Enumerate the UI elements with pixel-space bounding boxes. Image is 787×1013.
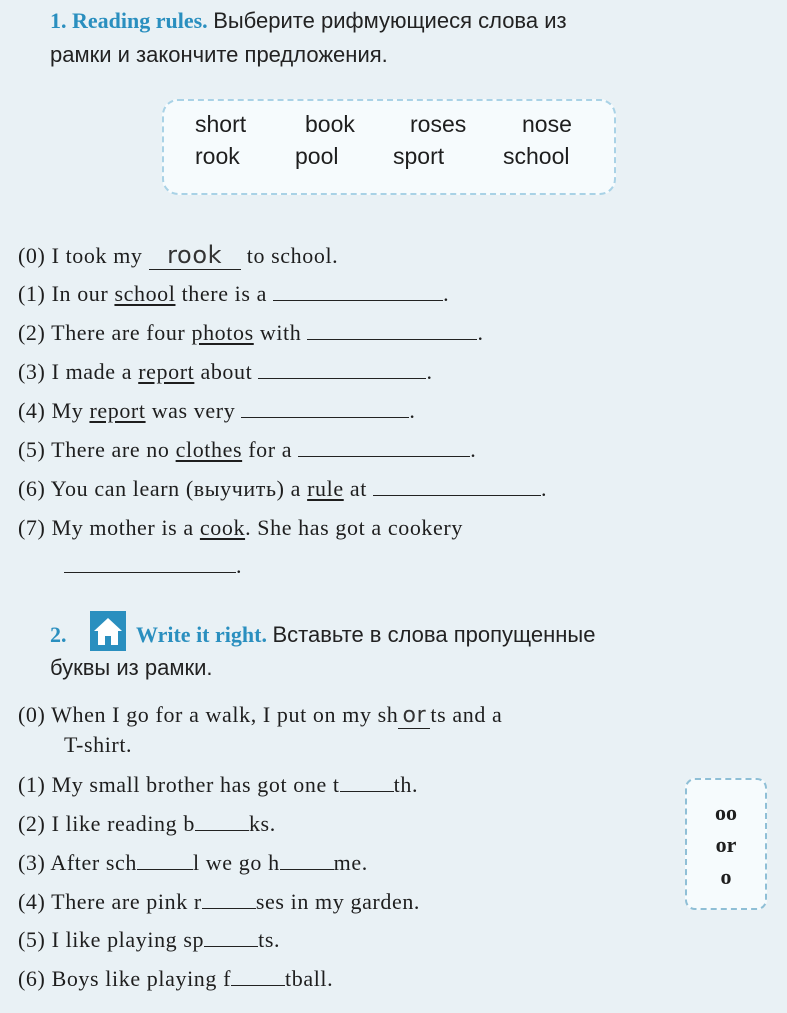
sentence-text: to school. [246, 243, 339, 268]
period: . [409, 398, 416, 423]
letter-option: o [720, 864, 732, 889]
sentence-text: I made a [51, 359, 133, 384]
sentence-text: was very [151, 398, 236, 423]
answer-field[interactable] [298, 438, 470, 457]
sentence-text: There are four [51, 320, 186, 345]
sentence-text: at [349, 476, 367, 501]
ex1-sentence-6 [18, 476, 547, 502]
sentence-number: (6) [18, 966, 46, 991]
sentence-text: In our [51, 281, 109, 306]
sentence-text: ses in my garden. [255, 889, 421, 914]
sentence-text: There are no [51, 437, 170, 462]
exercise-2-title-row [136, 620, 595, 650]
answer-field[interactable]: or [398, 703, 430, 729]
ex2-sentence-5 [18, 927, 280, 953]
exercise-2-heading [50, 620, 67, 650]
sentence-text: there is a [181, 281, 267, 306]
sentence-number: (5) [18, 927, 46, 952]
answer-field[interactable] [273, 282, 443, 301]
period: . [236, 553, 243, 578]
sentence-number: (1) [18, 281, 46, 306]
ex1-sentence-5 [18, 437, 476, 463]
answer-field[interactable] [307, 321, 477, 340]
sentence-text: th. [393, 772, 419, 797]
ex1-sentence-1 [18, 281, 449, 307]
word-box-word: roses [410, 111, 467, 137]
word-box-word: pool [295, 143, 339, 169]
answer-field[interactable] [280, 851, 334, 870]
sentence-number: (4) [18, 398, 46, 423]
sentence-text: My mother is a [51, 515, 194, 540]
sentence-text: When I go for a walk, I put on my sh [51, 702, 399, 727]
word-box [162, 99, 616, 195]
ex1-sentence-7 [18, 515, 463, 541]
underlined-word: photos [191, 320, 254, 345]
answer-field[interactable]: rook [149, 241, 241, 270]
sentence-number: (3) [18, 359, 46, 384]
exercise-2-number: 2. [50, 622, 67, 647]
sentence-number: (3) [18, 850, 46, 875]
answer-field[interactable] [231, 967, 285, 986]
sentence-text: about [200, 359, 253, 384]
ex2-sentence-3 [18, 850, 368, 876]
period: . [443, 281, 450, 306]
underlined-word: rule [307, 476, 344, 501]
sentence-text: My small brother has got one t [51, 772, 340, 797]
ex2-sentence-0-continuation: T-shirt. [64, 732, 133, 757]
sentence-text: tball. [285, 966, 334, 991]
sentence-number: (7) [18, 515, 46, 540]
ex1-sentence-0 [18, 241, 338, 270]
sentence-number: (2) [18, 811, 46, 836]
sentence-number: (2) [18, 320, 46, 345]
sentence-text: After sch [50, 850, 137, 875]
exercise-1-instruction: Выберите рифмующиеся слова из [213, 8, 567, 33]
sentence-number: (1) [18, 772, 46, 797]
answer-field[interactable] [241, 399, 409, 418]
sentence-text: I like reading b [51, 811, 195, 836]
period: . [426, 359, 433, 384]
exercise-1-instruction-line2: рамки и закончите предложения. [50, 42, 388, 67]
sentence-number: (5) [18, 437, 46, 462]
sentence-number: (6) [18, 476, 46, 501]
sentence-number: (0) [18, 243, 46, 268]
sentence-text: with [259, 320, 302, 345]
letter-option: oo [715, 800, 737, 825]
answer-field[interactable] [137, 851, 193, 870]
answer-field[interactable] [195, 812, 249, 831]
sentence-number: (4) [18, 889, 46, 914]
underlined-word: report [89, 398, 146, 423]
sentence-text: for a [248, 437, 293, 462]
answer-field[interactable] [202, 890, 256, 909]
letter-box [685, 778, 767, 910]
exercise-1-number: 1. [50, 8, 67, 33]
answer-field[interactable] [373, 477, 541, 496]
sentence-text: Boys like playing f [51, 966, 232, 991]
underlined-word: clothes [175, 437, 243, 462]
sentence-text: ts and a [430, 702, 503, 727]
sentence-text: me. [333, 850, 368, 875]
ex1-sentence-3 [18, 359, 433, 385]
ex2-sentence-0 [18, 702, 502, 729]
ex2-sentence-4 [18, 889, 420, 915]
word-box-word: school [503, 143, 570, 169]
ex2-sentence-2 [18, 811, 276, 837]
exercise-2-title: Write it right. [136, 622, 267, 647]
sentence-number: (0) [18, 702, 46, 727]
sentence-text: ts. [258, 927, 281, 952]
exercise-1-heading [50, 6, 567, 36]
period: . [541, 476, 548, 501]
sentence-text: I took my [51, 243, 143, 268]
sentence-text: There are pink r [51, 889, 202, 914]
sentence-text: . She has got a cookery [245, 515, 463, 540]
ex1-sentence-4 [18, 398, 416, 424]
answer-field[interactable] [340, 773, 394, 792]
exercise-2-instruction-line2: буквы из рамки. [50, 655, 213, 680]
answer-field[interactable] [204, 928, 258, 947]
period: . [477, 320, 484, 345]
house-icon [90, 611, 126, 651]
word-box-word: short [195, 111, 247, 137]
sentence-text: You can learn (выучить) a [50, 476, 302, 501]
answer-field[interactable] [258, 360, 426, 379]
answer-field[interactable] [64, 554, 236, 573]
exercise-1-title: Reading rules. [72, 8, 208, 33]
underlined-word: school [114, 281, 176, 306]
letter-option: or [715, 832, 737, 857]
sentence-text: l we go h [193, 850, 280, 875]
ex2-sentence-1 [18, 772, 418, 798]
period: . [470, 437, 477, 462]
word-box-word: rook [195, 143, 240, 169]
sentence-text: I like playing sp [51, 927, 205, 952]
word-box-word: nose [522, 111, 572, 137]
underlined-word: cook [199, 515, 246, 540]
sentence-text: My [51, 398, 84, 423]
word-box-word: sport [393, 143, 445, 169]
exercise-2-instruction: Вставьте в слова пропущенные [272, 622, 596, 647]
ex1-sentence-7-continuation [64, 553, 242, 579]
ex2-sentence-6 [18, 966, 333, 992]
underlined-word: report [138, 359, 195, 384]
word-box-word: book [305, 111, 355, 137]
ex1-sentence-2 [18, 320, 484, 346]
sentence-text: ks. [248, 811, 276, 836]
